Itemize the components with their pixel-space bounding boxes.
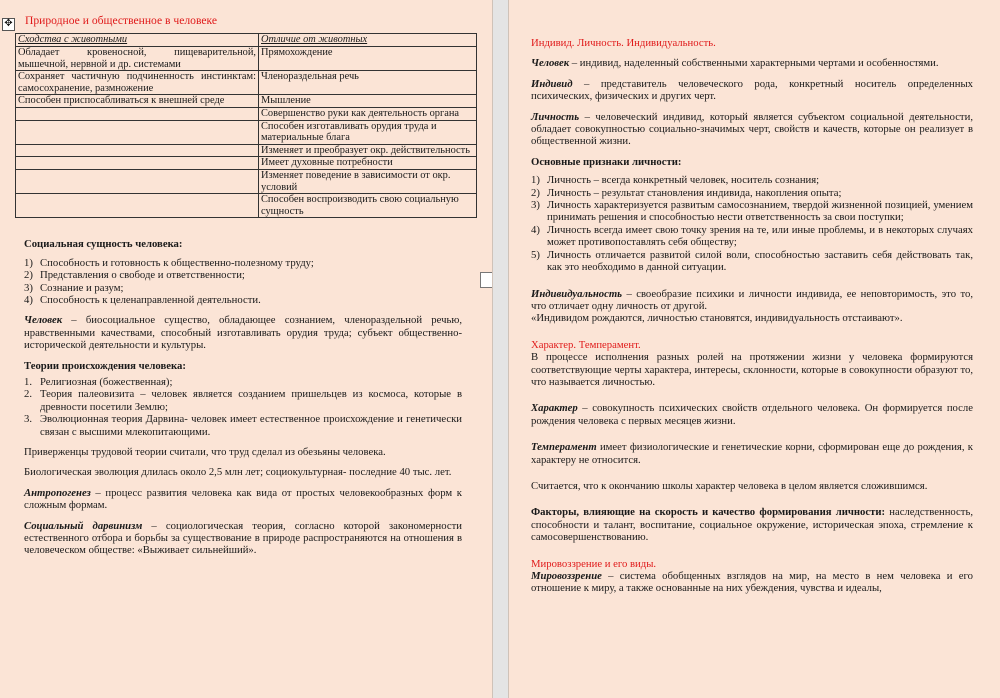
anthropogenesis-definition: Антропогенез – процесс развития человека как вида от простых человекообразных форм к сложным формам.	[24, 486, 462, 512]
school-character-text: Считается, что к окончанию школы характер человека в целом является сложившимся.	[531, 479, 928, 492]
list-item: 4) Способность к целенаправленной деятельности.	[24, 293, 261, 306]
theories-list	[24, 376, 462, 438]
page-right	[508, 0, 1000, 698]
social-darwinism-definition: Социальный дарвинизм – социологическая теория, согласно которой закономерности естественного отбора и борьбы за существование в природе распространяются на отношения в человеческом обществе: «Выживает сильнейший».	[24, 519, 463, 557]
human-definition: Человек – биосоциальное существо, обладающее сознанием, членораздельной речью, нравственными качествами, способный изготавливать орудия труда; субъект общественно-исторической деятельности и культуры.	[24, 314, 462, 352]
table-cell[interactable]: Способен воспроизводить свою социальную сущность	[259, 194, 477, 218]
table-header-differences: Отличие от животных	[259, 34, 477, 47]
table-cell[interactable]: Способен приспосабливаться к внешней среде	[16, 95, 259, 108]
list-item: 4) Личность всегда имеет свою точку зрения на те, или иные проблемы, и в некоторых случаях может противопоставлять себя обществу;	[531, 223, 973, 249]
page-left	[0, 0, 493, 698]
temperament-definition: Темперамент имеет физиологические и генетические корни, сформирован еще до рождения, к характеру не относится.	[531, 441, 973, 466]
list-item: 1) Личность – всегда конкретный человек, носитель сознания;	[531, 174, 820, 187]
worldview-definition: Мировоззрение – система обобщенных взглядов на мир, на место в нем человека и его отношение к миру, а также основанные на них убеждения, чувства и идеалы,	[531, 570, 973, 595]
section-heading-nature: Природное и общественное в человеке	[25, 14, 218, 27]
labor-theory-text: Приверженцы трудовой теории считали, что труд сделал из обезьяны человека.	[24, 446, 386, 458]
section-heading-worldview: Мировоззрение и его виды.	[531, 557, 657, 570]
individuality-definition: Индивидуальность – своеобразие психики и личности индивида, ее неповторимость, это то, что отличает одну личность от другой.	[531, 287, 973, 312]
table-move-handle-icon[interactable]: ✥	[2, 18, 15, 31]
list-item: 2) Личность – результат становления индивида, накопления опыта;	[531, 186, 842, 199]
table-header-similarities: Сходства с животными	[16, 34, 259, 47]
social-essence-title: Социальная сущность человека:	[24, 238, 183, 251]
table-cell[interactable]: Сохраняет частичную подчиненность инстинктам: самосохранение, размножение	[16, 71, 259, 95]
individuality-quote: «Индивидом рождаются, личностью становятся, индивидуальность отстаивают».	[531, 312, 903, 325]
left-page-content	[18, 14, 470, 565]
table-row	[16, 47, 477, 71]
personality-signs-title: Основные признаки личности:	[531, 155, 682, 168]
table-row	[16, 71, 477, 95]
table-cell[interactable]: Совершенство руки как деятельность органа	[259, 107, 477, 120]
table-header-row	[16, 34, 477, 47]
table-cell[interactable]	[16, 157, 259, 170]
table-row	[16, 144, 477, 157]
table-row	[16, 95, 477, 108]
table-row	[16, 169, 477, 193]
table-cell[interactable]: Мышление	[259, 95, 477, 108]
character-definition: Характер – совокупность психических свойств отдельного человека. Он формируется после рождения человека с первых месяцев жизни.	[531, 402, 973, 427]
list-item: 2) Представления о свободе и ответственности;	[24, 269, 245, 282]
right-page-content	[531, 37, 973, 603]
list-item: 3) Сознание и разум;	[24, 281, 124, 294]
table-row	[16, 194, 477, 218]
list-item: 1. Религиозная (божественная);	[24, 375, 173, 388]
table-cell[interactable]	[16, 107, 259, 120]
personality-signs-list	[531, 174, 973, 273]
evolution-text: Биологическая эволюция длилась около 2,5 млн лет; социокультурная- последние 40 тыс. лет.	[24, 466, 452, 479]
table-cell[interactable]	[16, 144, 259, 157]
section-heading-personality: Индивид. Личность. Индивидуальность.	[531, 37, 716, 49]
list-item: 3. Эволюционная теория Дарвина- человек имеет естественное происхождение и генетически связан с высшими млекопитающими.	[24, 413, 462, 438]
list-item: 1) Способность и готовность к общественно-полезному труду;	[24, 256, 314, 269]
comparison-table[interactable]	[15, 33, 477, 218]
table-cell[interactable]: Изменяет поведение в зависимости от окр. условий	[259, 169, 477, 193]
list-item: 3) Личность характеризуется развитым самосознанием, твердой жизненной позицией, умением принимать решения и способностью нести ответственность за свои поступки;	[531, 199, 973, 224]
table-cell[interactable]: Членораздельная речь	[259, 71, 477, 95]
theories-title: Теории происхождения человека:	[24, 359, 186, 372]
table-row	[16, 107, 477, 120]
table-cell[interactable]: Прямохождение	[259, 47, 477, 71]
man-definition: Человек – индивид, наделенный собственными характерными чертами и особенностями.	[531, 57, 939, 70]
personality-definition: Личность – человеческий индивид, который является субъектом социальной деятельности, обладает совокупностью социально-значимых черт, свойств и качеств, которые он реализует в общественной жизни.	[531, 110, 973, 148]
table-row	[16, 157, 477, 170]
list-item: 2. Теория палеовизита – человек является созданием пришельцев из космоса, которые в древности посетили Землю;	[24, 388, 462, 413]
table-cell[interactable]: Способен изготавливать орудия труда и материальные блага	[259, 120, 477, 144]
table-cell[interactable]	[16, 120, 259, 144]
table-cell[interactable]: Имеет духовные потребности	[259, 157, 477, 170]
table-cell[interactable]	[16, 194, 259, 218]
table-cell[interactable]: Обладает кровеносной, пищеварительной, мышечной, нервной и др. системами	[16, 47, 259, 71]
roles-text: В процессе исполнения разных ролей на протяжении жизни у человека формируются соответствующие черты характера, интересы, склонности, которые в совокупности образуют то, что называется личностью.	[531, 351, 973, 388]
table-row	[16, 120, 477, 144]
social-essence-list	[24, 257, 462, 307]
list-item: 5) Личность отличается развитой силой воли, способностью заставить себя действовать так, как это необходимо в данной ситуации.	[531, 248, 973, 274]
table-resize-handle-icon[interactable]	[480, 272, 493, 288]
section-heading-character: Характер. Темперамент.	[531, 338, 641, 351]
factors-text: Факторы, влияющие на скорость и качество формирования личности: наследственность, способности и талант, воспитание, социальное окружение, историческая эпоха, стремление к самосовершенствованию.	[531, 506, 973, 544]
table-cell[interactable]: Изменяет и преобразует окр. действительность	[259, 144, 477, 157]
individ-definition: Индивид – представитель человеческого рода, конкретный носитель определенных психических, физических и других черт.	[531, 77, 973, 103]
table-cell[interactable]	[16, 169, 259, 193]
